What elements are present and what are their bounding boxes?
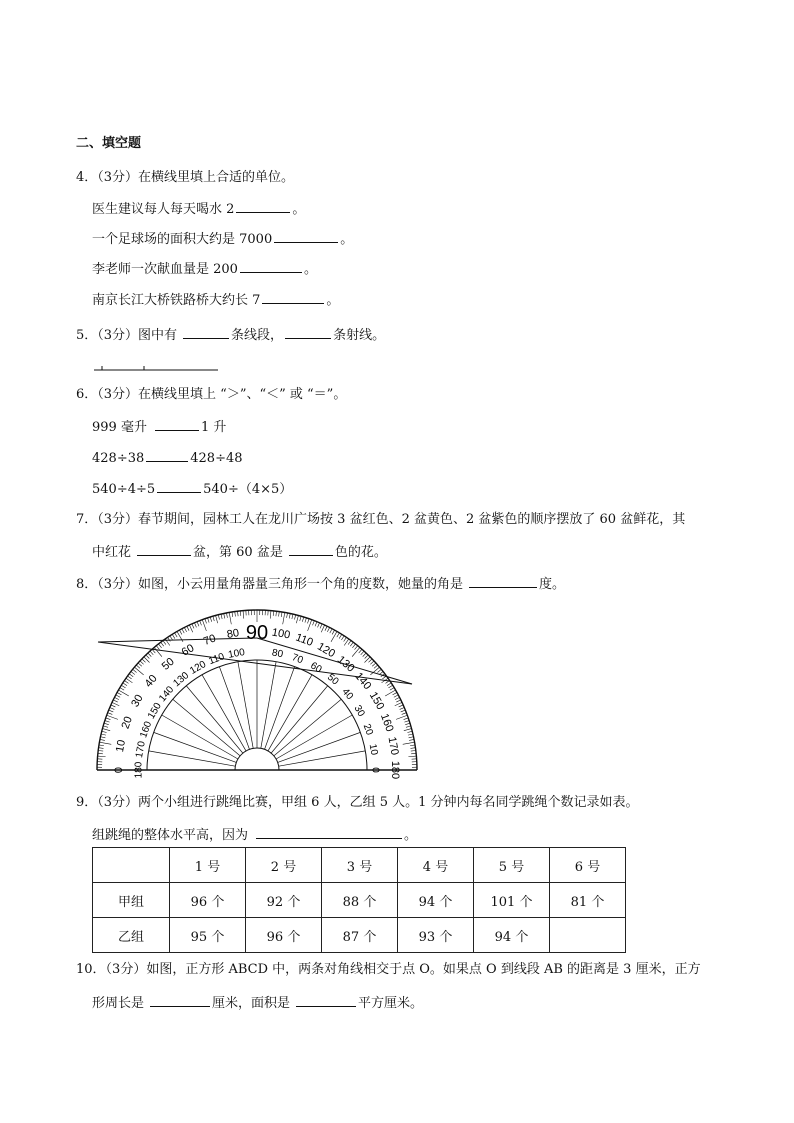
q5-blank-2[interactable] — [285, 326, 331, 339]
protractor-tick — [163, 641, 166, 645]
q4-line-3 — [92, 260, 317, 278]
protractor-tick — [111, 705, 116, 707]
protractor-tick — [99, 742, 111, 744]
protractor-tick — [401, 710, 406, 712]
protractor-inner-label: 150 — [145, 701, 164, 722]
protractor-tick — [175, 633, 178, 637]
protractor-tick — [332, 630, 334, 634]
q7-blank-1[interactable] — [137, 543, 191, 556]
q4-blank-1[interactable] — [236, 200, 290, 213]
protractor-tick — [365, 655, 368, 659]
q4-line-4-text: 南京长江大桥铁路桥大约长 7 — [92, 293, 261, 308]
q8-line — [76, 575, 565, 593]
protractor-tick — [224, 613, 225, 618]
protractor-tick — [189, 625, 192, 632]
protractor-tick — [279, 612, 280, 617]
table-cell: 96 个 — [246, 918, 322, 953]
protractor-tick — [154, 647, 162, 656]
protractor-tick — [337, 633, 340, 637]
protractor-90-label: 90 — [245, 622, 269, 644]
protractor-tick — [182, 629, 184, 633]
protractor-tick — [131, 671, 135, 674]
protractor-tick — [98, 756, 106, 757]
protractor-tick — [292, 614, 293, 619]
protractor-tick — [161, 642, 164, 646]
protractor-outer-label: 60 — [179, 642, 197, 659]
table-header-cell: 1 号 — [170, 848, 246, 883]
protractor-tick — [276, 611, 277, 616]
protractor-figure — [90, 612, 420, 780]
protractor-tick — [396, 700, 400, 702]
protractor-tick — [318, 623, 320, 628]
protractor-tick — [408, 756, 416, 757]
q4-line-1-text: 医生建议每人每天喝水 2 — [92, 202, 235, 217]
protractor-tick — [409, 737, 414, 738]
q4-line-2-text: 一个足球场的面积大约是 7000 — [92, 232, 273, 247]
protractor-tick — [315, 622, 317, 627]
protractor-tick — [99, 745, 104, 746]
protractor-tick — [134, 667, 143, 675]
protractor-tick — [283, 612, 285, 624]
protractor-outer-label: 50 — [159, 655, 177, 673]
table-header-cell: 4 号 — [398, 848, 474, 883]
protractor-tick — [320, 624, 322, 629]
protractor-ray — [261, 662, 276, 749]
protractor-tick — [411, 751, 416, 752]
q8-blank[interactable] — [469, 575, 537, 588]
protractor-outer-label: 160 — [377, 712, 396, 734]
protractor-tick — [359, 649, 362, 653]
q7-text-pre: 中红花 — [92, 545, 132, 560]
q5-text-pre: 5．（3分）图中有 — [76, 328, 178, 343]
q7-line-2 — [92, 543, 387, 561]
protractor-tick — [104, 723, 109, 724]
protractor-inner-label: 20 — [360, 722, 375, 737]
protractor-tick — [313, 621, 315, 626]
q7-text-mid: 盆，第 60 盆是 — [193, 545, 283, 560]
protractor-outer-label: 120 — [315, 640, 337, 661]
protractor-tick — [307, 619, 309, 624]
q6-line-1-right: 1 升 — [200, 420, 227, 435]
protractor-tick — [348, 641, 351, 645]
protractor-tick — [109, 710, 114, 712]
q6-blank-2[interactable] — [146, 449, 188, 462]
q6-blank-1[interactable] — [155, 418, 199, 431]
table-cell: 95 个 — [170, 918, 246, 953]
q6-line-2-right: 428÷48 — [190, 451, 243, 466]
q9-line-1: 9．（3分）两个小组进行跳绳比赛，甲组 6 人，乙组 5 人。1 分钟内每名同学跳绳个数记录如表。 — [76, 795, 639, 810]
protractor-tick — [238, 611, 239, 616]
protractor-tick — [194, 623, 196, 628]
protractor-tick — [331, 631, 337, 641]
table-cell: 81 个 — [550, 883, 626, 918]
protractor-tick — [344, 637, 347, 641]
protractor-tick — [385, 690, 395, 696]
protractor-tick — [102, 729, 110, 731]
q10-blank-1[interactable] — [150, 994, 210, 1007]
protractor-tick — [294, 615, 295, 620]
protractor-tick — [235, 612, 236, 617]
protractor-tick — [395, 697, 399, 699]
protractor-tick — [403, 742, 415, 744]
protractor-tick — [100, 739, 105, 740]
protractor-tick — [387, 683, 391, 686]
protractor-tick — [350, 642, 353, 646]
protractor-tick — [172, 634, 175, 638]
protractor-tick — [325, 626, 327, 630]
q5-text-post: 条射线。 — [333, 328, 386, 343]
protractor-outer-label: 0 — [112, 766, 125, 774]
protractor-tick — [100, 737, 105, 738]
q5-blank-1[interactable] — [183, 326, 229, 339]
protractor-tick — [110, 707, 115, 709]
q8-text-pre: 8．（3分）如图，小云用量角器量三角形一个角的度数，她量的角是 — [76, 577, 464, 592]
protractor-tick — [355, 646, 358, 650]
q4-stem: 4．（3分）在横线里填上合适的单位。 — [76, 170, 295, 185]
protractor-tick — [99, 748, 104, 749]
protractor-ray — [278, 732, 361, 762]
table-cell: 94 个 — [398, 883, 474, 918]
q10-blank-2[interactable] — [296, 994, 356, 1007]
protractor-ray — [219, 667, 249, 750]
q10-line-2 — [92, 994, 423, 1012]
q4-blank-3[interactable] — [240, 260, 302, 273]
protractor-outer-label: 70 — [201, 632, 218, 648]
q4-line-3-text: 李老师一次献血量是 200 — [92, 262, 238, 277]
protractor-inner-label: 60 — [308, 660, 324, 676]
protractor-outer-label: 30 — [129, 692, 146, 710]
protractor-outer-label: 110 — [293, 631, 315, 649]
protractor-tick — [197, 622, 199, 627]
protractor-tick — [114, 697, 118, 699]
protractor-tick — [287, 613, 288, 618]
q9-line-2 — [92, 826, 417, 844]
q4-line-2 — [92, 230, 353, 248]
protractor-tick — [187, 626, 189, 630]
q4-line-2-end: 。 — [340, 232, 354, 247]
protractor-tick — [407, 731, 412, 732]
protractor-ray — [238, 662, 253, 749]
protractor-tick — [240, 611, 241, 616]
protractor-inner-label: 100 — [227, 647, 246, 661]
protractor-tick — [405, 723, 410, 724]
protractor-tick — [146, 655, 149, 659]
protractor-tick — [281, 612, 282, 617]
protractor-tick — [270, 611, 271, 619]
protractor-tick — [128, 676, 132, 679]
protractor-ray — [154, 732, 237, 762]
protractor-tick — [368, 659, 372, 662]
protractor-outer-label: 100 — [270, 626, 292, 642]
table-header-cell: 6 号 — [550, 848, 626, 883]
protractor-tick — [226, 613, 227, 618]
protractor-inner-label: 50 — [324, 671, 341, 688]
q10-text-pre: 形周长是 — [92, 996, 145, 1011]
protractor-inner-label: 10 — [366, 743, 380, 756]
q10-line-1: 10．（3分）如图，正方形 ABCD 中，两条对角线相交于点 O。如果点 O 到线段 AB 的距离是 3 厘米，正方 — [76, 962, 701, 977]
protractor-tick — [156, 646, 159, 650]
protractor-tick — [394, 695, 398, 697]
protractor-tick — [330, 629, 332, 633]
protractor-inner-label: 140 — [157, 684, 177, 705]
protractor-tick — [382, 676, 386, 679]
protractor-tick — [363, 653, 366, 657]
table-group-cell: 乙组 — [93, 918, 170, 953]
protractor-tick — [300, 616, 301, 621]
protractor-tick — [98, 753, 103, 754]
protractor-tick — [112, 702, 119, 705]
protractor-tick — [400, 707, 405, 709]
table-cell: 94 个 — [474, 918, 550, 953]
protractor-tick — [108, 713, 113, 715]
protractor-tick — [140, 661, 144, 664]
table-header-cell: 3 号 — [322, 848, 398, 883]
protractor-tick — [390, 688, 394, 691]
protractor-tick — [243, 611, 244, 619]
protractor-tick — [113, 700, 117, 702]
protractor-inner-label: 40 — [339, 686, 356, 703]
protractor-tick — [101, 734, 106, 735]
protractor-tick — [120, 688, 124, 691]
table-cell: 92 个 — [246, 883, 322, 918]
q9-blank[interactable] — [256, 826, 402, 839]
q4-line-1-end: 。 — [292, 202, 306, 217]
protractor-tick — [208, 618, 210, 623]
q10-text-post: 平方厘米。 — [358, 996, 424, 1011]
protractor-tick — [232, 612, 233, 617]
protractor-tick — [408, 734, 413, 735]
q6-line-1-left: 999 毫升 — [92, 420, 147, 435]
protractor-tick — [404, 721, 409, 723]
protractor-tick — [121, 685, 125, 688]
protractor-tick — [404, 729, 412, 731]
protractor-tick — [402, 713, 407, 715]
q9-text-post: 。 — [404, 828, 418, 843]
protractor-tick — [170, 636, 173, 640]
q8-text-post: 度。 — [539, 577, 566, 592]
q9-text-pre: 组跳绳的整体水平高，因为 — [92, 828, 249, 843]
protractor-tick — [192, 624, 194, 629]
protractor-tick — [229, 612, 231, 624]
protractor-tick — [273, 611, 274, 616]
q6-line-3 — [92, 480, 292, 498]
protractor-tick — [221, 614, 222, 619]
protractor-tick — [406, 726, 411, 727]
protractor-outer-label: 140 — [352, 670, 374, 693]
protractor-tick — [213, 616, 214, 621]
protractor-tick — [117, 692, 121, 694]
protractor-tick — [327, 627, 329, 631]
table-cell: 101 个 — [474, 883, 550, 918]
q6-line-2 — [92, 449, 243, 467]
protractor-inner-label: 180 — [133, 761, 145, 779]
protractor-outer-label: 170 — [385, 735, 401, 757]
protractor-tick — [302, 617, 303, 622]
protractor-tick — [399, 705, 404, 707]
protractor-tick — [138, 663, 142, 666]
protractor-inner-label: 30 — [351, 703, 367, 719]
table-cell: 87 个 — [322, 918, 398, 953]
q7-blank-2[interactable] — [289, 543, 333, 556]
q6-line-3-left: 540÷4÷5 — [92, 482, 156, 497]
table-header-cell — [93, 848, 170, 883]
protractor-tick — [148, 653, 151, 657]
protractor-tick — [379, 671, 383, 674]
protractor-tick — [150, 651, 153, 655]
protractor-tick — [388, 685, 392, 688]
section-title: 二、填空题 — [76, 136, 142, 151]
protractor-inner-label: 70 — [290, 652, 305, 667]
protractor-tick — [216, 615, 218, 623]
score-table — [92, 847, 626, 953]
protractor-tick — [339, 634, 342, 638]
q4-line-4-end: 。 — [326, 293, 340, 308]
protractor-tick — [142, 659, 146, 662]
table-cell: 88 个 — [322, 883, 398, 918]
protractor-inner-label: 110 — [207, 651, 227, 668]
protractor-tick — [210, 617, 211, 622]
protractor-tick — [296, 615, 298, 623]
protractor-tick — [410, 745, 415, 746]
protractor-outer-label: 40 — [142, 672, 160, 690]
q6-blank-3[interactable] — [157, 480, 201, 493]
protractor-tick — [361, 651, 364, 655]
protractor-tick — [105, 721, 110, 723]
protractor-tick — [179, 630, 181, 634]
protractor-tick — [133, 669, 137, 672]
protractor-tick — [218, 615, 219, 620]
protractor-tick — [393, 692, 397, 694]
protractor-tick — [124, 681, 128, 684]
table-cell: 96 个 — [170, 883, 246, 918]
protractor-inner-label: 130 — [171, 670, 192, 690]
table-group-cell: 甲组 — [93, 883, 170, 918]
protractor-tick — [404, 718, 409, 720]
protractor-ray — [149, 751, 236, 766]
q10-text-mid: 厘米，面积是 — [212, 996, 291, 1011]
table-header-cell: 5 号 — [474, 848, 550, 883]
protractor-outer-label: 10 — [114, 738, 128, 754]
protractor-tick — [409, 739, 414, 740]
protractor-tick — [103, 726, 108, 727]
protractor-tick — [129, 674, 133, 677]
protractor-tick — [168, 637, 171, 641]
q4-blank-2[interactable] — [274, 230, 338, 243]
protractor-tick — [184, 627, 186, 631]
q6-line-1 — [92, 418, 226, 436]
protractor-outer-label: 20 — [119, 714, 135, 731]
q4-line-1 — [92, 200, 305, 218]
protractor-tick — [372, 663, 376, 666]
protractor-outer-label: 150 — [366, 690, 387, 712]
table-header-row — [93, 848, 626, 883]
protractor-outer-label: 80 — [225, 627, 241, 641]
protractor-inner-label: 170 — [134, 740, 148, 759]
protractor-ray — [279, 751, 366, 766]
protractor-tick — [410, 748, 415, 749]
protractor-tick — [289, 613, 290, 618]
table-row — [93, 883, 626, 918]
q7-text-post: 色的花。 — [334, 545, 387, 560]
protractor-tick — [98, 751, 103, 752]
q4-blank-4[interactable] — [262, 291, 324, 304]
protractor-inner-label: 160 — [138, 719, 155, 740]
protractor-tick — [374, 665, 378, 668]
q5-line-figure — [92, 360, 222, 376]
protractor-tick — [305, 618, 307, 623]
protractor-tick — [411, 753, 416, 754]
q6-stem: 6．（3分）在横线里填上 “＞”、“＜” 或 “＝”。 — [76, 387, 347, 402]
protractor-tick — [116, 695, 120, 697]
protractor-inner-label: 80 — [271, 647, 284, 661]
protractor-tick — [321, 625, 324, 632]
protractor-tick — [341, 636, 344, 640]
q5-text-mid: 条线段， — [231, 328, 284, 343]
q6-line-3-right: 540÷（4×5） — [203, 482, 293, 497]
table-cell — [550, 918, 626, 953]
protractor-tick — [352, 647, 360, 656]
table-cell: 93 个 — [398, 918, 474, 953]
q4-line-4 — [92, 291, 339, 309]
table-row — [93, 918, 626, 953]
table-header-cell: 2 号 — [246, 848, 322, 883]
protractor-tick — [102, 731, 107, 732]
protractor-tick — [352, 644, 355, 648]
q7-line-1: 7．（3分）春节期间，园林工人在龙川广场按 3 盆红色、2 盆黄色、2 盆紫色的顺序摆放了 60 盆鲜花，其 — [76, 512, 686, 527]
protractor-inner-label: 120 — [188, 658, 209, 677]
protractor-tick — [123, 683, 127, 686]
q4-line-3-end: 。 — [303, 262, 317, 277]
protractor-tick — [205, 619, 207, 624]
protractor-tick — [106, 718, 111, 720]
protractor-tick — [158, 644, 161, 648]
protractor-outer-label: 130 — [334, 653, 357, 675]
q5-line — [76, 326, 385, 344]
protractor-tick — [136, 665, 140, 668]
protractor-tick — [200, 621, 202, 626]
protractor-tick — [118, 690, 128, 696]
protractor-ray — [265, 667, 295, 750]
protractor-tick — [377, 669, 381, 672]
protractor-inner-label: 0 — [369, 767, 381, 773]
protractor-outer-label: 180 — [389, 760, 402, 780]
protractor-tick — [395, 702, 402, 705]
q6-line-2-left: 428÷38 — [92, 451, 145, 466]
protractor-tick — [370, 661, 374, 664]
